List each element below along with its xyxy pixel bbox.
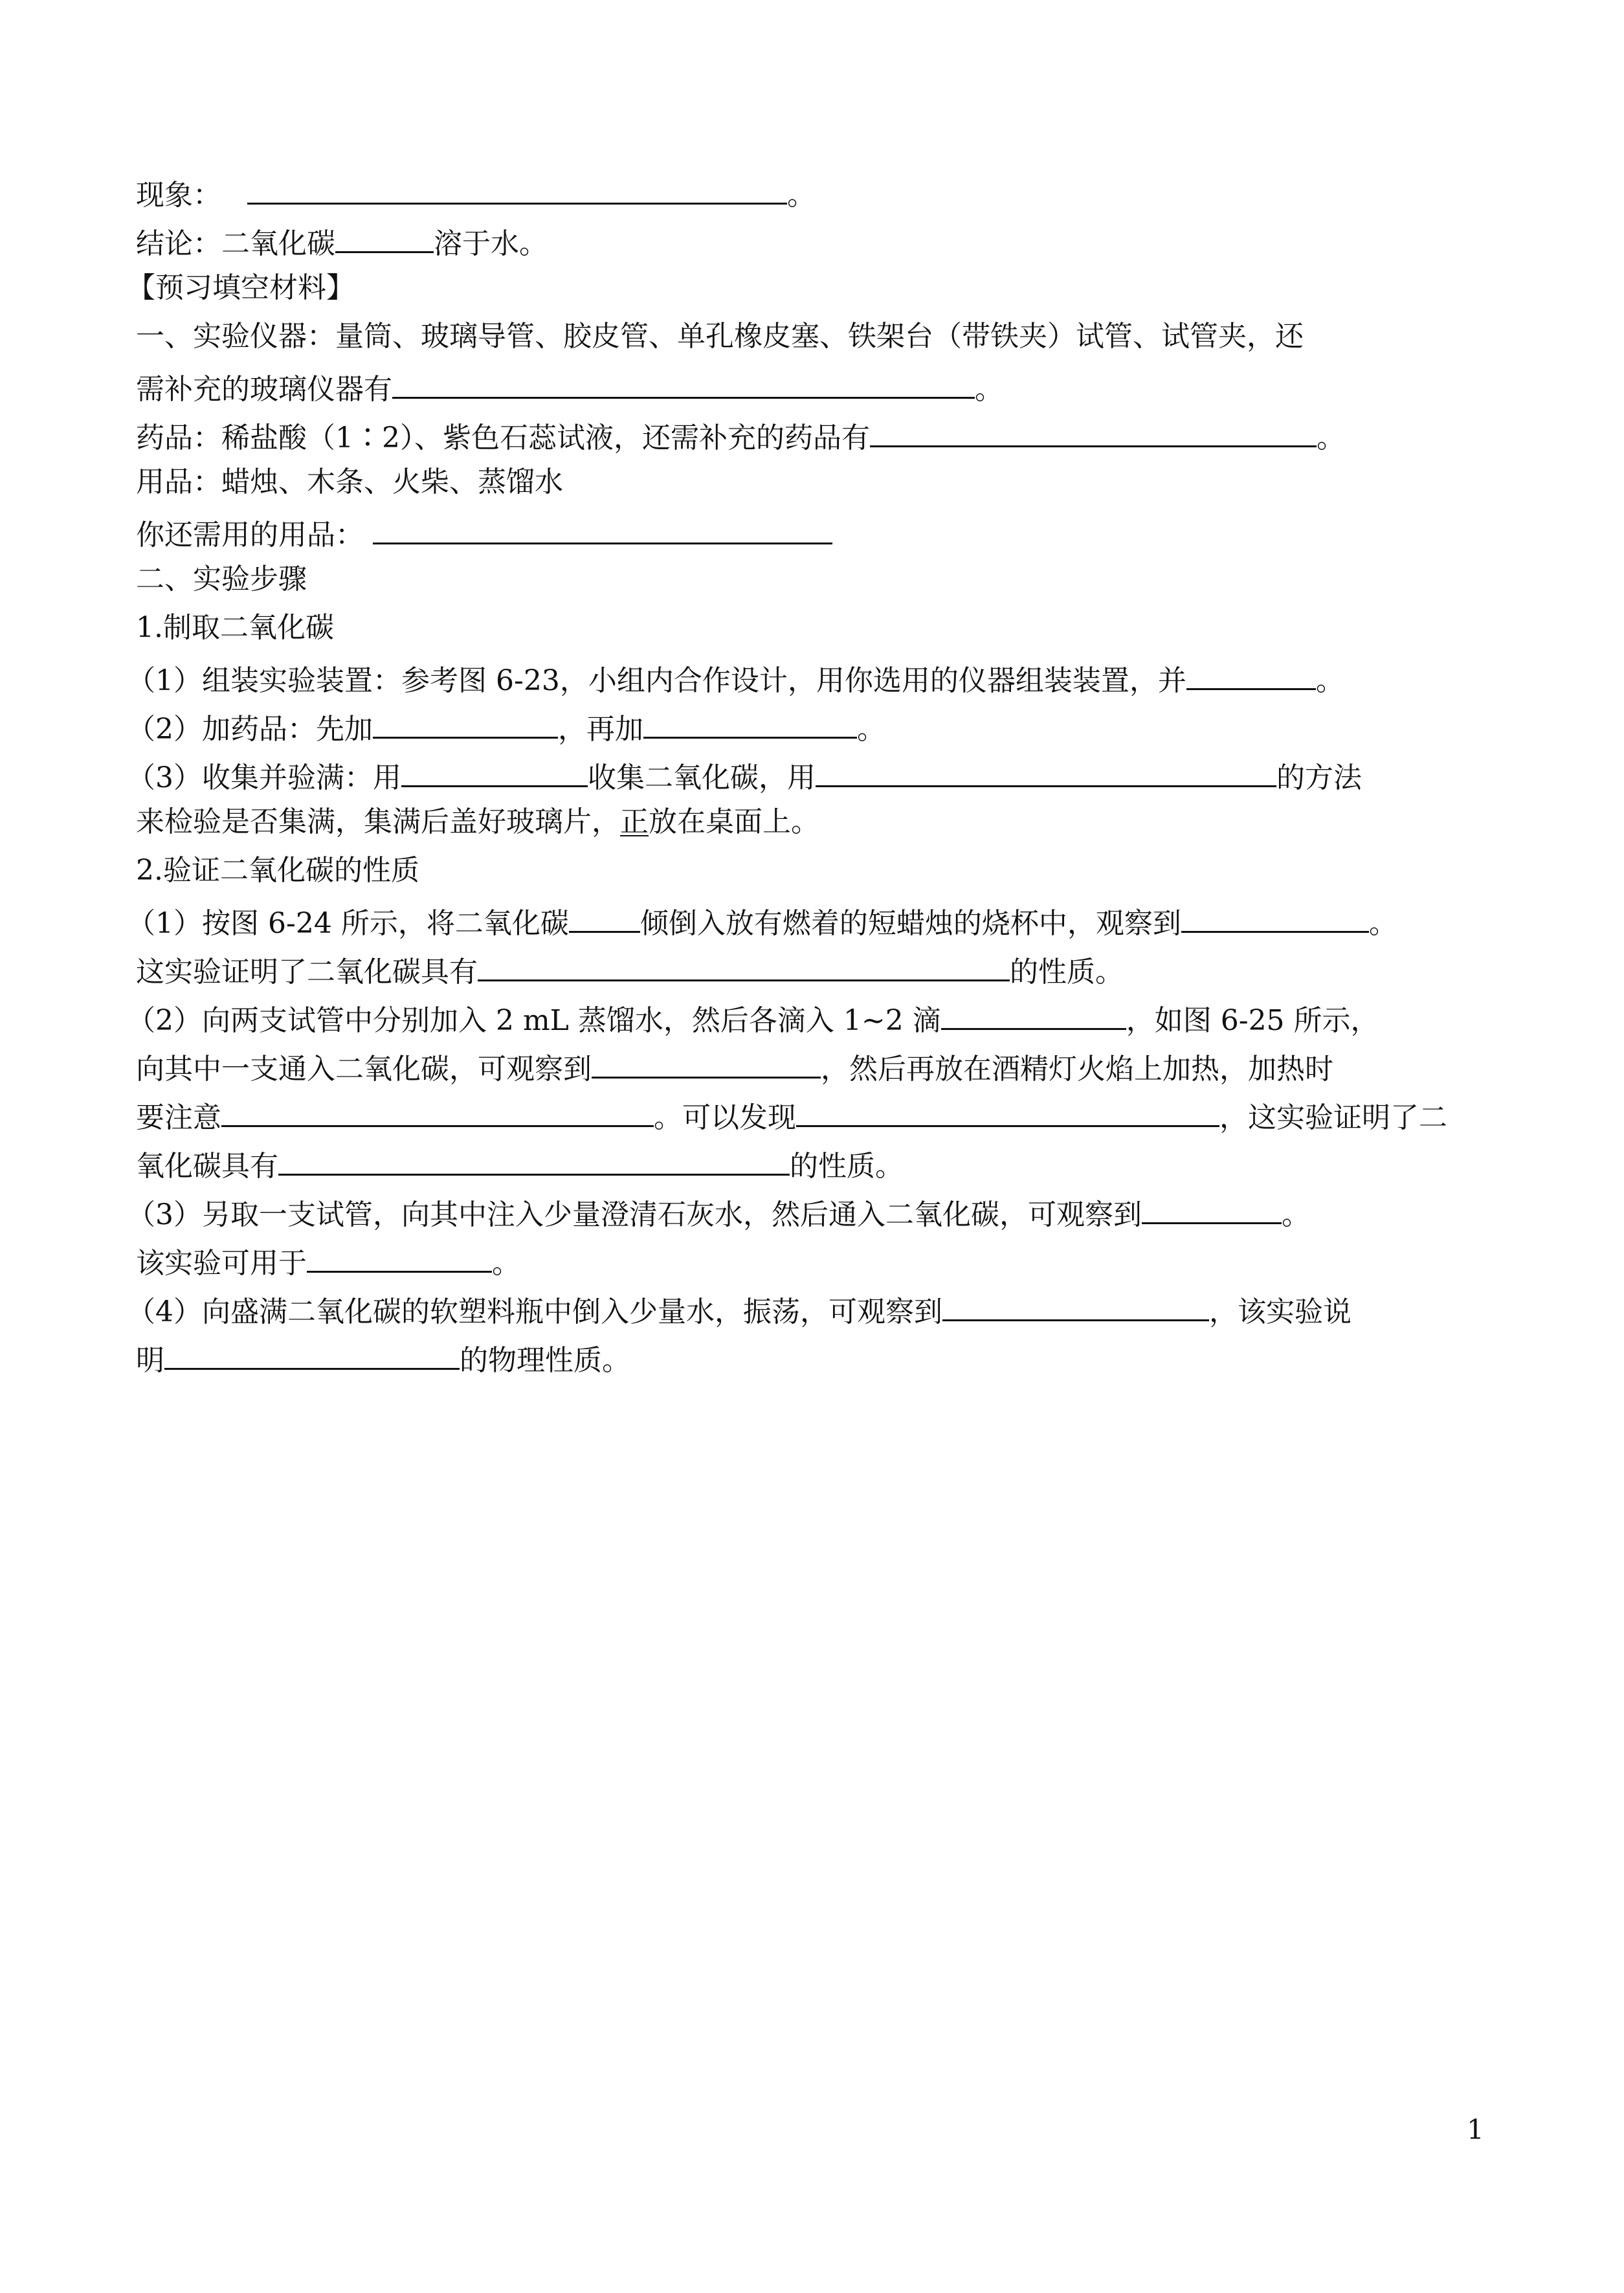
- step2-2-cont3-line: [136, 1143, 904, 1181]
- step2-2-cont-text: 向其中一支通入二氧化碳，可观察到: [136, 1053, 592, 1086]
- step2-1-cont-text: 这实验证明了二氧化碳具有: [136, 956, 478, 989]
- preview-heading: 【预习填空材料】: [127, 271, 355, 304]
- page-number: 1: [1467, 2114, 1484, 2145]
- step1-2-line: [127, 706, 885, 744]
- phenomenon-line: [136, 172, 816, 210]
- step2-2-cont2-line: [136, 1094, 1447, 1133]
- conclusion-blank[interactable]: [335, 220, 434, 253]
- extra-supplies-label: 你还需用的用品：: [136, 519, 364, 552]
- step1-3-cont-text: 来检验是否集满，集满后盖好玻璃片，: [136, 805, 620, 838]
- step2-4-cont-line: [136, 1337, 630, 1376]
- step1-3-mid: 收集二氧化碳，用: [588, 761, 816, 794]
- extra-supplies-blank[interactable]: [373, 511, 832, 544]
- step2-2-cont2-mid: 。可以发现: [654, 1101, 796, 1134]
- step2-3-line: [127, 1191, 1310, 1230]
- step2-2-cont3-end: 的性质。: [790, 1150, 904, 1183]
- step2-2-end: ，如图 6-25 所示，: [1126, 1004, 1379, 1037]
- step2-2-text: （2）向两支试管中分别加入 2 mL 蒸馏水，然后各滴入 1~2 滴: [127, 1004, 941, 1037]
- step2-2-line: [127, 997, 1379, 1036]
- step2-1-cont-blank[interactable]: [478, 948, 1010, 981]
- step2-3-cont-line: [136, 1240, 520, 1279]
- step1-3-blank-2[interactable]: [816, 754, 1276, 787]
- reagents-label: 药品：稀盐酸（1∶2）、紫色石蕊试液，还需补充的药品有: [136, 421, 870, 454]
- glassware-blank[interactable]: [392, 366, 975, 399]
- upright-underlined: 正: [620, 805, 649, 838]
- reagents-line: [136, 414, 1345, 453]
- step2-2-cont2-blank-1[interactable]: [221, 1094, 654, 1127]
- instruments-line: 一、实验仪器：量筒、玻璃导管、胶皮管、单孔橡皮塞、铁架台（带铁夹）试管、试管夹，还: [136, 320, 1304, 353]
- step1-heading: 1.制取二氧化碳: [136, 611, 334, 644]
- extra-supplies-line: [136, 511, 832, 550]
- reagents-blank[interactable]: [870, 414, 1317, 447]
- step1-2-blank-1[interactable]: [373, 706, 558, 739]
- step1-1-blank[interactable]: [1186, 657, 1316, 690]
- step2-1-blank-1[interactable]: [569, 900, 640, 933]
- step1-3-cont-end: 放在桌面上。: [649, 805, 819, 838]
- step1-3-cont-line: [136, 803, 819, 842]
- step2-3-end: 。: [1282, 1198, 1310, 1231]
- step1-3-blank-1[interactable]: [401, 754, 588, 787]
- step2-2-cont-line: [136, 1046, 1333, 1084]
- step2-1-end: 。: [1368, 907, 1397, 940]
- conclusion-label: 结论：二氧化碳: [136, 227, 335, 260]
- step2-1-cont-end: 的性质。: [1010, 956, 1124, 989]
- step2-4-blank[interactable]: [942, 1288, 1209, 1321]
- step2-1-mid: 倾倒入放有燃着的短蜡烛的烧杯中，观察到: [640, 907, 1181, 940]
- step2-1-line: [127, 900, 1397, 939]
- step2-2-cont2-text: 要注意: [136, 1101, 221, 1134]
- step1-1-end: 。: [1315, 664, 1344, 697]
- step2-4-cont-blank[interactable]: [164, 1337, 460, 1370]
- step1-1-text: （1）组装实验装置：参考图 6-23，小组内合作设计，用你选用的仪器组装装置，并: [127, 664, 1186, 697]
- step1-2-blank-2[interactable]: [643, 706, 857, 739]
- step2-1-text: （1）按图 6-24 所示，将二氧化碳: [127, 907, 569, 940]
- step1-2-text: （2）加药品：先加: [127, 713, 373, 746]
- step1-3-line: [127, 754, 1362, 793]
- glassware-label: 需补充的玻璃仪器有: [136, 373, 392, 406]
- step1-3-text: （3）收集并验满：用: [127, 761, 401, 794]
- conclusion-line: [136, 220, 548, 259]
- supplies-line: 用品：蜡烛、木条、火柴、蒸馏水: [136, 465, 563, 498]
- conclusion-end: 溶于水。: [434, 227, 548, 260]
- step1-2-mid: ，再加: [558, 713, 643, 746]
- step2-4-text: （4）向盛满二氧化碳的软塑料瓶中倒入少量水，振荡，可观察到: [127, 1295, 942, 1328]
- phenomenon-label: 现象：: [136, 179, 221, 212]
- step2-2-blank[interactable]: [941, 997, 1126, 1030]
- step2-2-cont-end: ，然后再放在酒精灯火焰上加热，加热时: [821, 1053, 1333, 1086]
- step2-2-cont3-text: 氧化碳具有: [136, 1150, 278, 1183]
- step2-3-cont-blank[interactable]: [307, 1240, 492, 1273]
- steps-heading: 二、实验步骤: [136, 563, 307, 596]
- step2-3-text: （3）另取一支试管，向其中注入少量澄清石灰水，然后通入二氧化碳，可观察到: [127, 1198, 1142, 1231]
- glassware-end: 。: [975, 373, 1003, 406]
- step2-4-end: ，该实验说: [1209, 1295, 1351, 1328]
- step1-3-end: 的方法: [1276, 761, 1362, 794]
- phenomenon-end: 。: [787, 179, 816, 212]
- step2-2-cont3-blank[interactable]: [278, 1143, 790, 1176]
- step2-2-cont2-blank-2[interactable]: [796, 1094, 1219, 1127]
- phenomenon-blank[interactable]: [247, 172, 787, 205]
- step2-2-cont2-end: ，这实验证明了二: [1219, 1101, 1447, 1134]
- step2-4-cont-end: 的物理性质。: [460, 1344, 630, 1377]
- reagents-end: 。: [1317, 421, 1345, 454]
- step2-3-cont-end: 。: [492, 1247, 520, 1280]
- step2-1-blank-2[interactable]: [1181, 900, 1369, 933]
- step2-3-blank[interactable]: [1142, 1191, 1282, 1224]
- step1-2-end: 。: [857, 713, 885, 746]
- step2-1-cont-line: [136, 948, 1124, 987]
- glassware-line: [136, 366, 1003, 405]
- step2-heading: 2.验证二氧化碳的性质: [136, 854, 419, 887]
- step2-4-cont-text: 明: [136, 1344, 164, 1377]
- step2-2-cont-blank[interactable]: [592, 1046, 821, 1079]
- step2-4-line: [127, 1288, 1351, 1327]
- step1-1-line: [127, 657, 1344, 696]
- step2-3-cont-text: 该实验可用于: [136, 1247, 307, 1280]
